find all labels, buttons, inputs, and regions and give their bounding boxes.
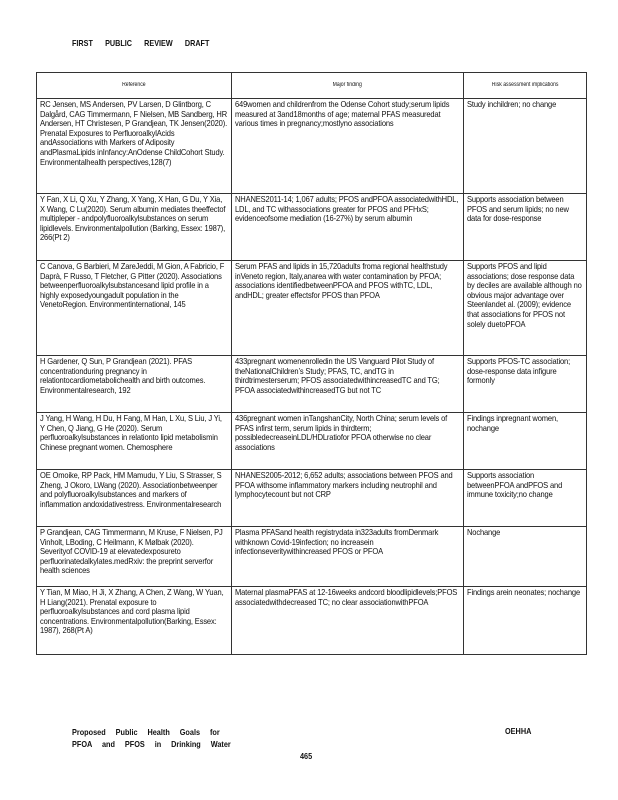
table-row: [37, 194, 587, 261]
finding-cell: Plasma PFASand health registrydata in323adults fromDenmark withknown Covid-19infection; no increasein infectionseveritywithincreased PFOS or PFOA: [232, 527, 464, 587]
references-table: [36, 72, 587, 655]
finding-cell: NHANES2011-14; 1,067 adults; PFOS andPFOA associatedwithHDL, LDL, and TC withassociations greater for PFOS and PFHxS; evidenceofsome mediation (16-27%) by serum albumin: [232, 194, 464, 261]
table-row: [37, 587, 587, 655]
reference-cell: H Gardener, Q Sun, P Grandjean (2021). PFAS concentrationduring pregnancy in relationtocardiometabolichealth and birth outcomes. Environmentalresearch, 192: [37, 356, 232, 413]
finding-cell: 433pregnant womenenrolledin the US Vanguard Pilot Study of theNationalChildren’s Study; PFAS, TC, andTG in thirdtrimesterserum; PFOS associatedwithincreasedTC and TG; PFOA associatedwithincreasedTG but not TC: [232, 356, 464, 413]
implications-cell: Study inchildren; no change: [464, 99, 587, 194]
implications-cell: Findings inpregnant women, nochange: [464, 413, 587, 470]
reference-cell: Y Fan, X Li, Q Xu, Y Zhang, X Yang, X Han, G Du, Y Xia, X Wang, C Lu(2020). Serum albumin mediates theeffectof multipleper - andpolyfluoroalkylsubstances on serum lipidlevels. Environmentalpollution (Barking, Essex: 1987), 266(Pt 2): [37, 194, 232, 261]
document-title-footer: [72, 726, 231, 750]
table-row: [37, 356, 587, 413]
finding-cell: Serum PFAS and lipids in 15,720adults froma regional healthstudy inVeneto region, Italy,anarea with water contamination by PFOA; associations identifiedbetweenPFOA and PFOS withTC, LDL, andHDL; greater effectsfor PFOS than PFOA: [232, 261, 464, 356]
footer-title-line-1: Proposed Public Health Goals for: [72, 727, 220, 737]
table-row: [37, 261, 587, 356]
implications-cell: Supports association betweenPFOA andPFOS and immune toxicity;no change: [464, 470, 587, 527]
table-row: [37, 470, 587, 527]
reference-cell: OE Omoike, RP Pack, HM Mamudu, Y Liu, S Strasser, S Zheng, J Okoro, LWang (2020). Associationbetweenper and polyfluoroalkylsubstances and markers of inflammation andoxidativestress. Environmentalresearch: [37, 470, 232, 527]
table-row: [37, 527, 587, 587]
table-header-row: [37, 73, 587, 99]
column-header-reference: Reference: [37, 73, 232, 99]
finding-cell: Maternal plasmaPFAS at 12-16weeks andcord bloodlipidlevels;PFOS associatedwithdecreased TC; no clear associationwithPFOA: [232, 587, 464, 655]
agency-footer: OEHHA: [505, 726, 532, 736]
column-header-major-finding: Major finding: [232, 73, 464, 99]
reference-cell: Y Tian, M Miao, H Ji, X Zhang, A Chen, Z Wang, W Yuan, H Liang(2021). Prenatal exposure to perfluoroalkylsubstances and cord plasma lipid concentrations. Environmentalpollution(Barking, Essex: 1987), 268(Pt A): [37, 587, 232, 655]
finding-cell: NHANES2005-2012; 6,652 adults; associations between PFOS and PFOA withsome inflammatory markers including neutrophil and lymphocytecount but not CRP: [232, 470, 464, 527]
draft-header: FIRST PUBLIC REVIEW DRAFT: [72, 38, 210, 48]
column-header-risk-implications: Risk assessment implications: [464, 73, 587, 99]
reference-cell: P Grandjean, CAG Timmermann, M Kruse, F Nielsen, PJ Vinholt, LBoding, C Heilmann, K Mølbak (2020). Severityof COVID-19 at elevatedexposureto perfluorinatedalkylates.medRxiv: the preprint serverfor health sciences: [37, 527, 232, 587]
implications-cell: Nochange: [464, 527, 587, 587]
table-row: [37, 99, 587, 194]
implications-cell: Supports association between PFOS and serum lipids; no new data for dose-response: [464, 194, 587, 261]
reference-cell: C Canova, G Barbieri, M ZareJeddi, M Gion, A Fabricio, F Daprà, F Russo, T Fletcher, G Pitter (2020). Associations betweenperfluoroalkylsubstancesand lipid profile in a highly exposedyoungadult population in the VenetoRegion. Environmentinternational, 145: [37, 261, 232, 356]
table-row: [37, 413, 587, 470]
reference-cell: J Yang, H Wang, H Du, H Fang, M Han, L Xu, S Liu, J Yi, Y Chen, Q Jiang, G He (2020). Serum perfluoroalkylsubstances in relationto lipid metabolismin Chinese pregnant women. Chemosphere: [37, 413, 232, 470]
implications-cell: Supports PFOS and lipid associations; dose response data by deciles are available although no obvious major advantage over Steenlandet al. (2009); evidence that associations for PFOS not solely duetoPFOA: [464, 261, 587, 356]
page-number: 465: [300, 751, 313, 761]
finding-cell: 436pregnant women inTangshanCity, North China; serum levels of PFAS infirst term, serum lipids in thirdterm; possibledecreaseinLDL/HDLratiofor PFOA otherwise no clear associations: [232, 413, 464, 470]
reference-cell: RC Jensen, MS Andersen, PV Larsen, D Glintborg, C Dalgård, CAG Timmermann, F Nielsen, MB Sandberg, HR Andersen, HT Christesen, P Grandjean, TK Jensen(2020). Prenatal Exposures to PerfluoroalkylAcids andAssociations with Markers of Adiposity andPlasmaLipids inInfancy:AnOdense ChildCohort Study. Environmentalhealth perspectives,128(7): [37, 99, 232, 194]
implications-cell: Supports PFOS-TC association; dose-response data infigure formonly: [464, 356, 587, 413]
finding-cell: 649women and childrenfrom the Odense Cohort study;serum lipids measured at 3and18months of age; maternal PFAS measuredat various times in pregnancy;mostlyno associations: [232, 99, 464, 194]
implications-cell: Findings arein neonates; nochange: [464, 587, 587, 655]
footer-title-line-2: PFOA and PFOS in Drinking Water: [72, 739, 231, 749]
